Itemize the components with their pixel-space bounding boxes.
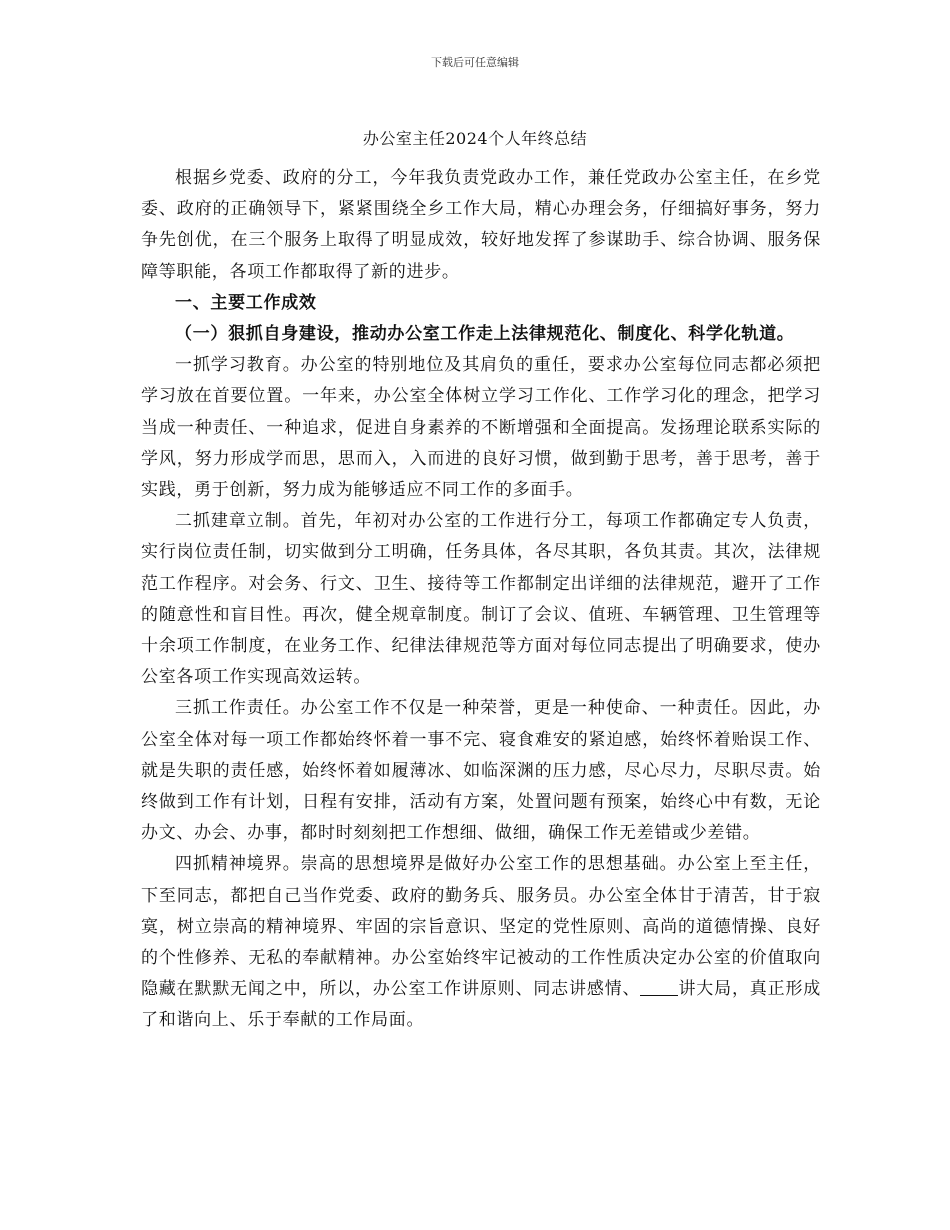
intro-paragraph: 根据乡党委、政府的分工，今年我负责党政办工作，兼任党政办公室主任，在乡党委、政府的正确领导下，紧紧围绕全乡工作大局，精心办理会务，仔细搞好事务，努力争先创优，在三个服务上取得了明显成效，较好地发挥了参谋助手、综合协调、服务保障等职能，各项工作都取得了新的进步。 xyxy=(141,168,821,282)
subsection-heading: （一）狠抓自身建设，推动办公室工作走上法律规范化、制度化、科学化轨道。 xyxy=(175,324,795,345)
document-body xyxy=(141,163,821,1037)
paragraph-spirit-text: 四抓精神境界。崇高的思想境界是做好办公室工作的思想基础。办公室上至主任，下至同志，都把自己当作党委、政府的勤务兵、服务员。办公室全体甘于清苦，甘于寂寞，树立崇高的精神境界、牢固的宗旨意识、坚定的党性原则、高尚的道德情操、良好的个性修养、无私的奉献精神。办公室始终牢记被动的工作性质决定办公室的价值取向隐藏在默默无闻之中，所以，办公室工作讲原则、同志讲感情、 xyxy=(141,854,821,1000)
paragraph-spirit-end: 讲大局，真正形成了和谐向上、乐于奉献的工作局面。 xyxy=(141,979,821,1031)
section-heading: 一、主要工作成效 xyxy=(175,292,317,313)
paragraph-responsibility: 三抓工作责任。办公室工作不仅是一种荣誉，更是一种使命、一种责任。因此，办公室全体对每一项工作都始终怀着一事不完、寝食难安的紧迫感，始终怀着贻误工作、就是失职的责任感，始终怀着如履薄冰、如临深渊的压力感，尽心尽力，尽职尽责。始终做到工作有计划，日程有安排，活动有方案，处置问题有预案，始终心中有数，无论办文、办会、办事，都时时刻刻把工作想细、做细，确保工作无差错或少差错。 xyxy=(141,698,821,844)
paragraph-spirit xyxy=(141,849,821,1036)
paragraph-study: 一抓学习教育。办公室的特别地位及其肩负的重任，要求办公室每位同志都必须把学习放在首要位置。一年来，办公室全体树立学习工作化、工作学习化的理念，把学习当成一种责任、一种追求，促进自身素养的不断增强和全面提高。发扬理论联系实际的学风，努力形成学而思，思而入，入而进的良好习惯，做到勤于思考，善于思考，善于实践，勇于创新，努力成为能够适应不同工作的多面手。 xyxy=(141,355,821,501)
page-header: 下载后可任意编辑 xyxy=(431,56,519,69)
blank-underline xyxy=(640,977,678,996)
paragraph-rules: 二抓建章立制。首先，年初对办公室的工作进行分工，每项工作都确定专人负责，实行岗位责任制，切实做到分工明确，任务具体，各尽其职，各负其责。其次，法律规范工作程序。对会务、行文、卫生、接待等工作都制定出详细的法律规范，避开了工作的随意性和盲目性。再次，健全规章制度。制订了会议、值班、车辆管理、卫生管理等十余项工作制度，在业务工作、纪律法律规范等方面对每位同志提出了明确要求，使办公室各项工作实现高效运转。 xyxy=(141,511,821,688)
document-title: 办公室主任2024个人年终总结 xyxy=(362,129,588,148)
